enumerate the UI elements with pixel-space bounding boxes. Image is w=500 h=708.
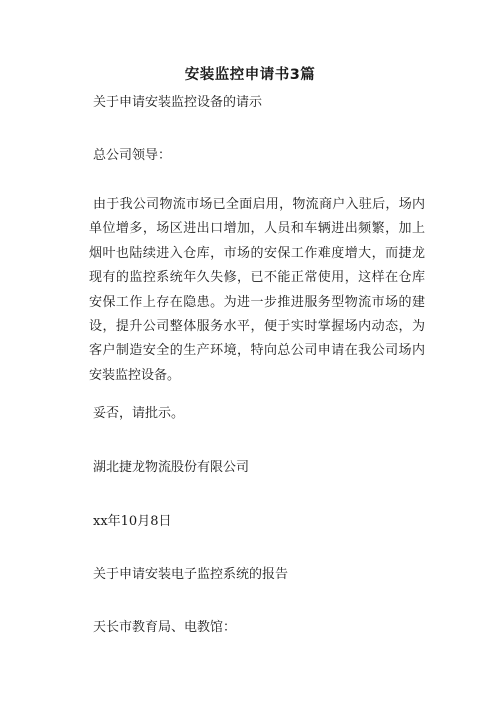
body-paragraph: 由于我公司物流市场已全面启用，物流商户入驻后，场内单位增多，场区进出口增加，人员和车辆进出频繁，加上烟叶也陆续进入仓库，市场的安保工作难度增大，而捷龙现有的监控系统年久失修，已不能正常使用，这样在仓库安保工作上存在隐患。为进一步推进服务型物流市场的建设，提升公司整体服务水平，便于实时掌握场内动态，为客户制造安全的生产环境，特向总公司申请在我公司场内安装监控设备。	[89, 197, 425, 383]
signature-company: 湖北捷龙物流股份有限公司	[93, 460, 250, 475]
second-salutation: 天长市教育局、电教馆：	[93, 620, 237, 635]
request-subtitle: 关于申请安装监控设备的请示	[93, 95, 263, 110]
salutation: 总公司领导：	[93, 148, 172, 163]
document-date: xx年10月8日	[93, 514, 172, 529]
second-report-title: 关于申请安装电子监控系统的报告	[93, 567, 289, 582]
document-title: 安装监控申请书3篇	[184, 67, 316, 83]
closing-line: 妥否，请批示。	[93, 406, 185, 421]
